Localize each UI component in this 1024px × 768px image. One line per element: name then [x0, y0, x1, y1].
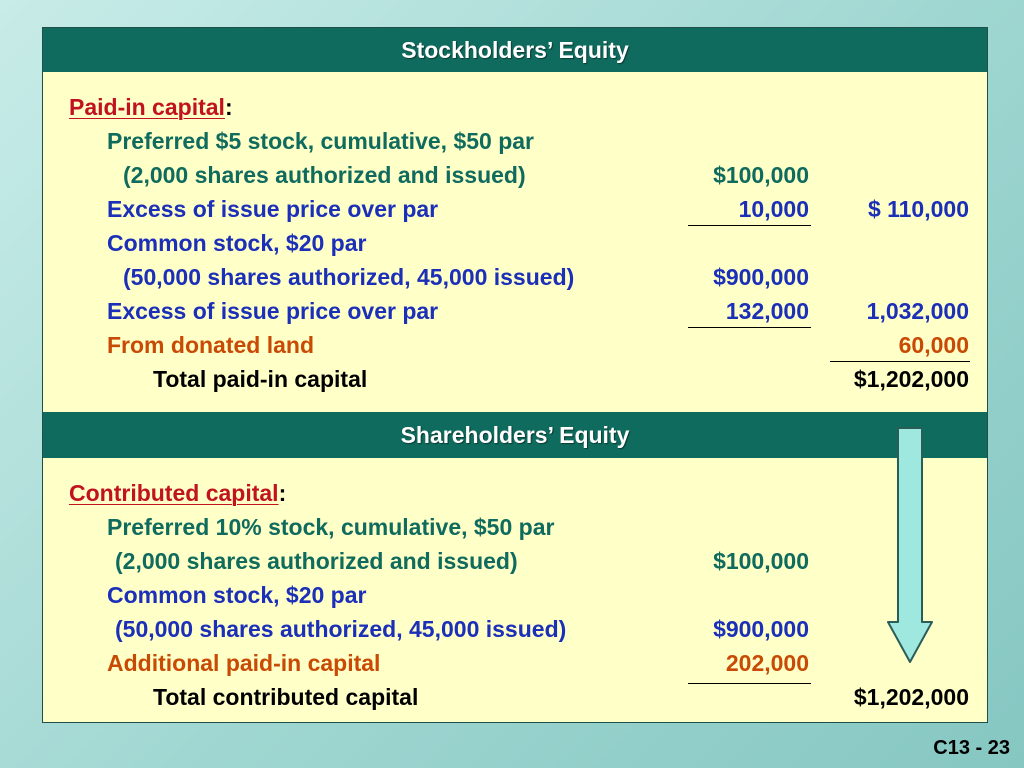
row-value: $900,000	[713, 616, 809, 642]
row-value: $100,000	[713, 548, 809, 574]
table-row	[43, 682, 987, 712]
subtotal-rule	[688, 225, 811, 226]
equity-panel	[42, 27, 988, 723]
table-row	[43, 160, 987, 190]
table-row	[43, 580, 987, 610]
row-label: (50,000 shares authorized, 45,000 issued)	[123, 264, 575, 290]
table-row	[43, 262, 987, 292]
table-row	[43, 330, 987, 360]
section1-heading-row	[43, 92, 987, 122]
row-value: $100,000	[713, 162, 809, 188]
paid-in-capital-heading: Paid-in capital	[69, 94, 225, 120]
table-row	[43, 126, 987, 156]
row-total: $ 110,000	[867, 196, 969, 222]
heading-colon: :	[278, 480, 287, 506]
row-label: Preferred 10% stock, cumulative, $50 par	[107, 514, 555, 540]
table-row	[43, 296, 987, 326]
contributed-capital-heading: Contributed capital	[69, 480, 279, 506]
row-label: (2,000 shares authorized and issued)	[123, 162, 526, 188]
row-value: 202,000	[725, 650, 809, 676]
row-label: Excess of issue price over par	[107, 196, 439, 222]
row-label: From donated land	[107, 332, 314, 358]
row-label: (2,000 shares authorized and issued)	[115, 548, 518, 574]
row-total: $1,202,000	[853, 366, 969, 392]
stockholders-equity-header: Stockholders’ Equity	[43, 28, 987, 72]
row-label: Total contributed capital	[153, 684, 419, 710]
table-row	[43, 194, 987, 224]
subtotal-rule	[830, 361, 970, 362]
row-total: 60,000	[898, 332, 969, 358]
table-row	[43, 546, 987, 576]
row-label: Common stock, $20 par	[107, 582, 367, 608]
row-value: 132,000	[725, 298, 809, 324]
down-arrow-icon	[886, 426, 934, 666]
table-row	[43, 614, 987, 644]
row-label: Common stock, $20 par	[107, 230, 367, 256]
row-label: (50,000 shares authorized, 45,000 issued)	[115, 616, 567, 642]
subtotal-rule	[688, 327, 811, 328]
row-value: 10,000	[738, 196, 809, 222]
row-label: Excess of issue price over par	[107, 298, 439, 324]
slide-number: C13 - 23	[933, 737, 1010, 759]
row-label: Total paid-in capital	[153, 366, 368, 392]
table-row	[43, 228, 987, 258]
table-row	[43, 512, 987, 542]
row-label: Preferred $5 stock, cumulative, $50 par	[107, 128, 534, 154]
row-value: $900,000	[713, 264, 809, 290]
row-total: $1,202,000	[853, 684, 969, 710]
table-row	[43, 648, 987, 678]
section2-heading-row	[43, 478, 987, 508]
heading-colon: :	[224, 94, 233, 120]
table-row	[43, 364, 987, 394]
shareholders-equity-header: Shareholders’ Equity	[43, 412, 987, 458]
row-label: Additional paid-in capital	[107, 650, 381, 676]
row-total: 1,032,000	[866, 298, 969, 324]
